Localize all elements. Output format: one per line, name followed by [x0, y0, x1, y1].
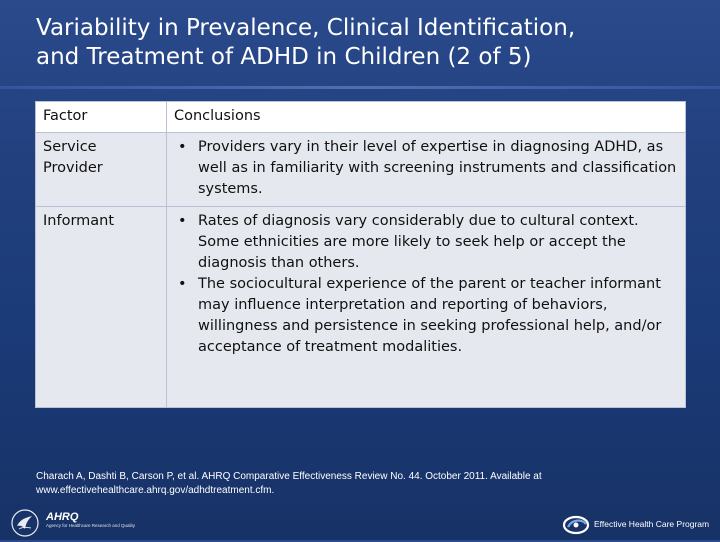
slide-title: [36, 14, 696, 72]
ehc-program-logo: [562, 514, 712, 536]
table-row: [36, 207, 686, 408]
evidence-table: [35, 101, 686, 408]
citation: [36, 470, 676, 498]
citation-url: www.effectivehealthcare.ahrq.gov/adhdtreatment.cfm.: [36, 485, 275, 496]
conclusions-list: [174, 211, 678, 358]
table-header-row: [36, 102, 686, 133]
column-header-conclusions: Conclusions: [167, 102, 686, 133]
conclusion-bullet: • The sociocultural experience of the parent or teacher informant may influence interpretation and reporting of behaviors, willingness and persistence in seeking professional help, and/or acceptance of treatment modalities.: [174, 274, 678, 358]
conclusions-cell: [167, 207, 686, 408]
ehc-swirl-icon: [562, 514, 592, 536]
conclusion-bullet: • Providers vary in their level of expertise in diagnosing ADHD, as well as in familiarity with screening instruments and classification systems.: [174, 137, 678, 200]
footer: [0, 506, 720, 540]
column-header-factor: Factor: [36, 102, 167, 133]
conclusion-bullet: • Rates of diagnosis vary considerably due to cultural context. Some ethnicities are more likely to seek help or accept the diagnosis than others.: [174, 211, 678, 274]
citation-line-1: Charach A, Dashti B, Carson P, et al. AHRQ Comparative Effectiveness Review No. 44. October 2011. Available at: [36, 471, 542, 482]
hhs-eagle-icon: [10, 508, 40, 538]
factor-cell: Service Provider: [36, 133, 167, 207]
title-divider: [0, 86, 720, 89]
ahrq-logo: [46, 512, 166, 536]
factor-cell: Informant: [36, 207, 167, 408]
conclusions-cell: [167, 133, 686, 207]
slide-title-line-1: Variability in Prevalence, Clinical Identification,: [36, 15, 576, 41]
table-row: [36, 133, 686, 207]
slide-title-line-2: and Treatment of ADHD in Children (2 of 5): [36, 44, 532, 70]
conclusions-list: [174, 137, 678, 200]
ehc-program-label: Effective Health Care Program: [594, 519, 710, 529]
ahrq-wordmark: AHRQ: [46, 511, 79, 523]
ahrq-tagline: Agency for Healthcare Research and Quality: [46, 523, 136, 528]
